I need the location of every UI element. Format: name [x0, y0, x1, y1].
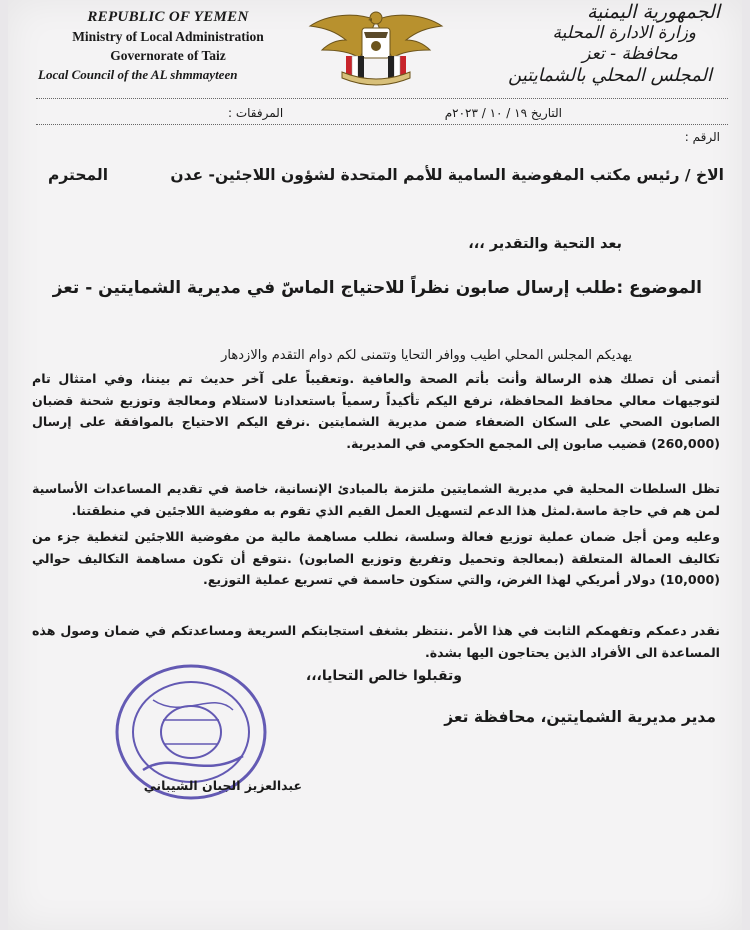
yemen-eagle-emblem-icon [306, 6, 446, 86]
body-paragraph-1 [32, 368, 720, 454]
arabic-letterhead [490, 2, 720, 86]
letter-sheet [8, 0, 742, 930]
body-paragraph-2 [32, 478, 720, 521]
ar-governorate: محافظة - تعز [582, 44, 678, 64]
honorific: المحترم [48, 166, 109, 184]
english-letterhead [38, 8, 298, 84]
paragraph-text: نقدر دعمكم وتفهمكم الثابت في هذا الأمر .ننتظر بشغف استجابتكم السريعة ومساعدتكم في ضمان وصول هذه المساعدة الى الأفراد الذين يحتاجون اليها بشدة. [32, 623, 720, 660]
ar-ministry: وزارة الادارة المحلية [552, 23, 696, 43]
ar-country: الجمهورية اليمنية [586, 1, 720, 23]
en-governorate: Governorate of Taiz [110, 48, 226, 63]
paragraph-text: أتمنى أن تصلك هذه الرسالة وأنت بأتم الصحة والعافية .وتعقيباً على آخر حديث تم بيننا، وفي امتثال تام لتوجيهات معالي محافظ المحافظة، نرفع اليكم تأكيداً رسمياً باستعدادنا لاستلام ومعالجة وتوزيع شحنة قضبان الصابون الصحي على السكان الضعفاء ضمن مديرية الشمايتين .نرفع اليكم الاحتياج بالموافقة على إرسال (260,000) قضيب صابون إلى المجمع الحكومي في المديرية. [32, 371, 720, 451]
body-paragraph-4 [32, 620, 720, 663]
attachments-label: المرفقات : [228, 106, 284, 120]
addressee: الاخ / رئيس مكتب المفوضية السامية للأمم المتحدة لشؤون اللاجئين- عدن [170, 166, 724, 184]
reference-label: الرقم : [684, 130, 720, 144]
header-divider [36, 98, 728, 99]
signatory-name: عبدالعزيز الجبان الشيباني [143, 778, 302, 793]
en-country: REPUBLIC OF YEMEN [87, 9, 249, 25]
meta-divider [36, 124, 728, 125]
opening-line: يهديكم المجلس المحلي اطيب ووافر التحايا وتتمنى لكم دوام التقدم والازدهار [221, 348, 632, 363]
ar-council: المجلس المحلي بالشمايتين [508, 65, 712, 86]
letter-date: التاريخ ١٩ / ١٠ / ٢٠٢٣م [444, 106, 562, 120]
en-ministry: Ministry of Local Administration [72, 29, 264, 44]
closing-line: وتقبلوا خالص التحايا،،، [305, 668, 462, 684]
paragraph-text: وعليه ومن أجل ضمان عملية توزيع فعالة وسلسة، نطلب مساهمة مالية من مفوضية اللاجئين لتغطية جزء من تكاليف العمالة المتعلقة (بمعالجة وتحميل وتفريغ وتوزيع الصابون) .نتوقع أن تكون مساهمة التكاليف حوالي (10,000) دولار أمريكي لهذا الغرض، والتي ستكون حاسمة في تسريع عملية التوزيع. [32, 529, 720, 587]
paragraph-text: تظل السلطات المحلية في مديرية الشمايتين ملتزمة بالمبادئ الإنسانية، خاصة في تقديم المساعدات الأساسية لمن هم في حاجة ماسة.لمثل هذا الدعم لتسهيل العمل القيم الذي تقوم به مفوضية اللاجئين في منطقتنا. [32, 481, 720, 518]
body-paragraph-3 [32, 526, 720, 591]
en-council: Local Council of the AL shmmayteen [38, 67, 238, 82]
greeting: بعد التحية والتقدير ،،، [468, 236, 622, 252]
signatory-title: مدير مديرية الشمايتين، محافظة تعز [444, 708, 716, 726]
subject-line: الموضوع :طلب إرسال صابون نظراً للاحتياج الماسّ في مديرية الشمايتين - تعز [52, 278, 702, 298]
